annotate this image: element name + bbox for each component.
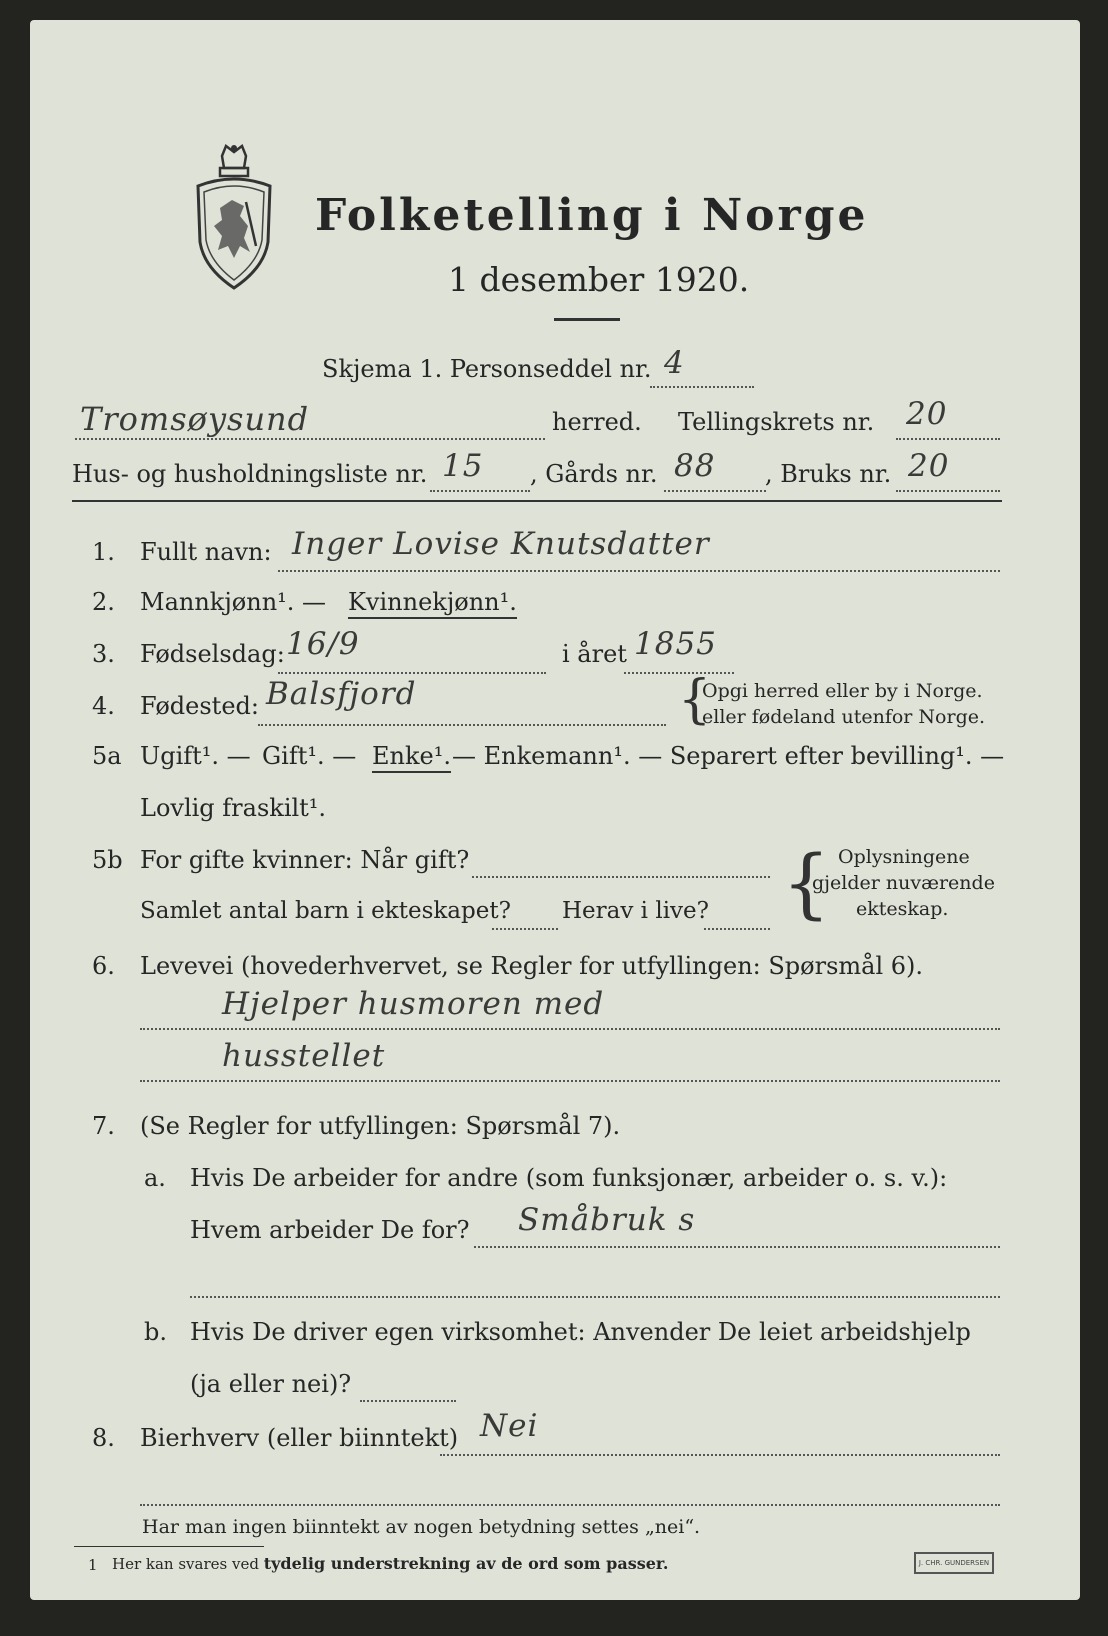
marital-enke-label: Enke¹.: [372, 742, 451, 773]
marital-gift-option: Gift¹. —: [262, 742, 357, 770]
gender-female-option: [348, 588, 517, 616]
birthplace-line: [258, 724, 666, 726]
footnote-bold-text: tydelig understrekning av de ord som passer.: [263, 1554, 669, 1573]
tellingskrets-value: 20: [906, 396, 948, 432]
q4-note-brace: {: [678, 670, 712, 730]
norway-coat-of-arms-icon: [188, 142, 280, 292]
occupation-value-line1: Hjelper husmoren med: [222, 986, 605, 1022]
q7a-line1: Hvis De arbeider for andre (som funksjonær, arbeider o. s. v.):: [190, 1164, 948, 1192]
q7a-letter: a.: [144, 1164, 166, 1192]
herred-line: [75, 438, 545, 440]
occupation-value-line2: husstellet: [222, 1038, 386, 1074]
q5b-married-label: For gifte kvinner: Når gift?: [140, 846, 470, 874]
birth-day-line: [278, 672, 546, 674]
marital-ugift-option: Ugift¹. —: [140, 742, 251, 770]
q5b-note-line1: Oplysningene: [838, 846, 970, 868]
income-note: Har man ingen biinntekt av nogen betydning settes „nei“.: [142, 1516, 701, 1538]
q8-number: 8.: [92, 1424, 115, 1452]
bruks-line: [896, 490, 1000, 492]
q7b-line2: (ja eller nei)?: [190, 1370, 352, 1398]
q3-number: 3.: [92, 640, 115, 668]
q4-note-line1: Opgi herred eller by i Norge.: [702, 680, 983, 702]
husliste-label: Hus- og husholdningsliste nr.: [72, 460, 428, 488]
census-form-sheet: [30, 20, 1080, 1600]
footnote-divider: [74, 1546, 264, 1547]
header-separator: [72, 500, 1002, 502]
q6-number: 6.: [92, 952, 115, 980]
full-name-line: [278, 570, 1000, 572]
q1-label: Fullt navn:: [140, 538, 272, 566]
q5b-children-label: Samlet antal barn i ekteskapet?: [140, 898, 511, 924]
birth-year-value: 1855: [634, 626, 717, 662]
hired-help-line: [360, 1400, 456, 1402]
bruks-label: , Bruks nr.: [765, 460, 892, 488]
q5b-number: 5b: [92, 846, 123, 874]
form-title: Folketelling i Norge: [315, 190, 869, 241]
tellingskrets-line: [896, 438, 1000, 440]
tellingskrets-label: Tellingskrets nr.: [678, 408, 875, 436]
bruks-value: 20: [908, 448, 950, 484]
birthplace-value: Balsfjord: [266, 676, 417, 712]
marital-enke-option: [372, 742, 451, 770]
q5b-note-line3: ekteskap.: [856, 898, 949, 920]
gender-male-option: Mannkjønn¹. —: [140, 588, 327, 616]
children-count-line: [492, 928, 558, 930]
q7a-line2: Hvem arbeider De for?: [190, 1216, 470, 1244]
occupation-line2: [140, 1080, 1000, 1082]
q3-label: Fødselsdag:: [140, 640, 285, 668]
q2-number: 2.: [92, 588, 115, 616]
employer-value: Småbruk s: [518, 1202, 696, 1238]
q8-label: Bierhverv (eller biinntekt): [140, 1424, 459, 1452]
printer-stamp: J. CHR. GUNDERSEN: [914, 1552, 994, 1574]
q5b-alive-label: Herav i live?: [562, 898, 709, 924]
gender-female-label: Kvinnekjønn¹.: [348, 588, 517, 619]
q5b-note-brace: {: [782, 838, 831, 927]
full-name-value: Inger Lovise Knutsdatter: [292, 526, 710, 562]
year-label: i året: [562, 640, 627, 668]
birth-day-value: 16/9: [286, 626, 360, 662]
footnote: [112, 1554, 668, 1573]
q4-number: 4.: [92, 692, 115, 720]
gards-line: [664, 490, 766, 492]
footnote-marker: 1: [88, 1556, 98, 1574]
q7b-letter: b.: [144, 1318, 167, 1346]
q5b-note-line2: gjelder nuværende: [812, 872, 995, 894]
schema-number-value: 4: [664, 345, 685, 381]
children-alive-line: [704, 928, 770, 930]
employer-line2: [190, 1296, 1000, 1298]
q6-label: Levevei (hovederhvervet, se Regler for utfyllingen: Spørsmål 6).: [140, 952, 924, 980]
q4-note-line2: eller fødeland utenfor Norge.: [702, 706, 986, 728]
q7b-line1: Hvis De driver egen virksomhet: Anvender De leiet arbeidshjelp: [190, 1318, 971, 1346]
married-when-line: [472, 876, 770, 878]
employer-line1: [474, 1246, 1000, 1248]
herred-label: herred.: [552, 408, 642, 436]
husliste-line: [430, 490, 530, 492]
marital-other-options: — Enkemann¹. — Separert efter bevilling¹. —: [452, 742, 1005, 770]
form-subtitle: 1 desember 1920.: [448, 260, 750, 299]
occupation-line1: [140, 1028, 1000, 1030]
gards-label: , Gårds nr.: [530, 460, 658, 488]
schema-label: Skjema 1. Personseddel nr.: [322, 355, 652, 383]
husliste-value: 15: [442, 448, 484, 484]
q1-number: 1.: [92, 538, 115, 566]
side-income-line1: [440, 1454, 1000, 1456]
herred-value: Tromsøysund: [80, 400, 310, 438]
q7-number: 7.: [92, 1112, 115, 1140]
marital-fraskilt-option: Lovlig fraskilt¹.: [140, 794, 327, 822]
side-income-value: Nei: [480, 1408, 539, 1444]
title-divider: [554, 318, 620, 321]
q5a-number: 5a: [92, 742, 122, 770]
q4-label: Fødested:: [140, 692, 259, 720]
schema-number-line: [650, 386, 754, 388]
q7-label: (Se Regler for utfyllingen: Spørsmål 7).: [140, 1112, 621, 1140]
gards-value: 88: [674, 448, 716, 484]
footnote-plain-text: Her kan svares ved: [112, 1555, 259, 1573]
side-income-line2: [140, 1504, 1000, 1506]
